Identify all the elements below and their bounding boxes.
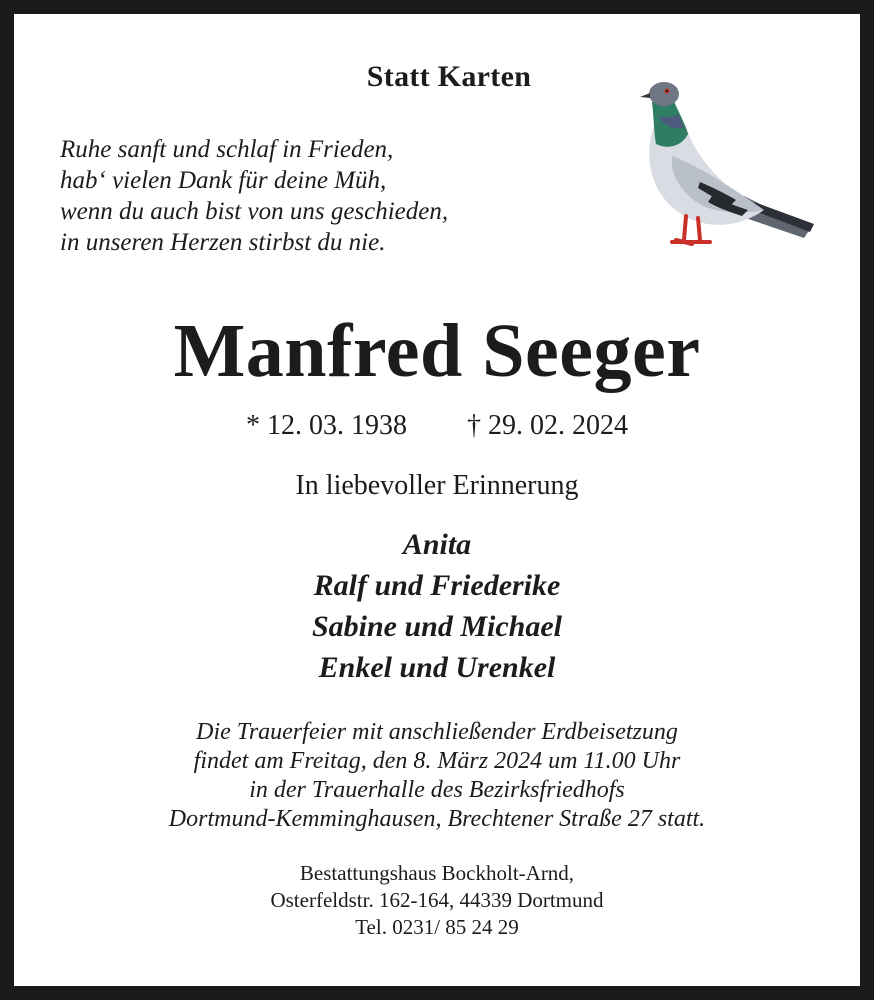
poem-line: in unseren Herzen stirbst du nie. <box>60 229 386 256</box>
family-member: Anita <box>402 528 472 561</box>
ceremony-line: findet am Freitag, den 8. März 2024 um 11.00 Uhr <box>193 748 681 774</box>
family-member: Enkel und Urenkel <box>318 651 556 684</box>
poem-line: wenn du auch bist von uns geschieden, <box>60 198 449 225</box>
undertaker-line: Bestattungshaus Bockholt-Arnd, <box>299 861 575 885</box>
family-member: Ralf und Friederike <box>313 569 561 602</box>
undertaker-line: Tel. 0231/ 85 24 29 <box>355 915 519 939</box>
death-date: † 29. 02. 2024 <box>467 410 628 441</box>
poem-line: Ruhe sanft und schlaf in Frieden, <box>60 136 394 163</box>
family-list <box>14 524 860 688</box>
undertaker-info <box>14 860 860 941</box>
ceremony-line: Die Trauerfeier mit anschließender Erdbeisetzung <box>196 719 678 745</box>
ceremony-info <box>14 718 860 834</box>
ceremony-line: Dortmund-Kemminghausen, Brechtener Straße 27 statt. <box>168 806 706 832</box>
poem-line: hab‘ vielen Dank für deine Müh, <box>60 167 387 194</box>
pigeon-illustration <box>614 64 824 264</box>
birth-date: * 12. 03. 1938 <box>246 410 407 441</box>
heading: Statt Karten <box>366 60 532 93</box>
ceremony-line: in der Trauerhalle des Bezirksfriedhofs <box>249 777 625 803</box>
undertaker-line: Osterfeldstr. 162-164, 44339 Dortmund <box>270 888 604 912</box>
life-dates <box>14 410 860 442</box>
family-member: Sabine und Michael <box>311 610 563 643</box>
memory-line: In liebevoller Erinnerung <box>295 470 579 501</box>
obituary-card <box>14 14 860 986</box>
deceased-name: Manfred Seeger <box>173 309 701 393</box>
poem <box>60 134 448 258</box>
